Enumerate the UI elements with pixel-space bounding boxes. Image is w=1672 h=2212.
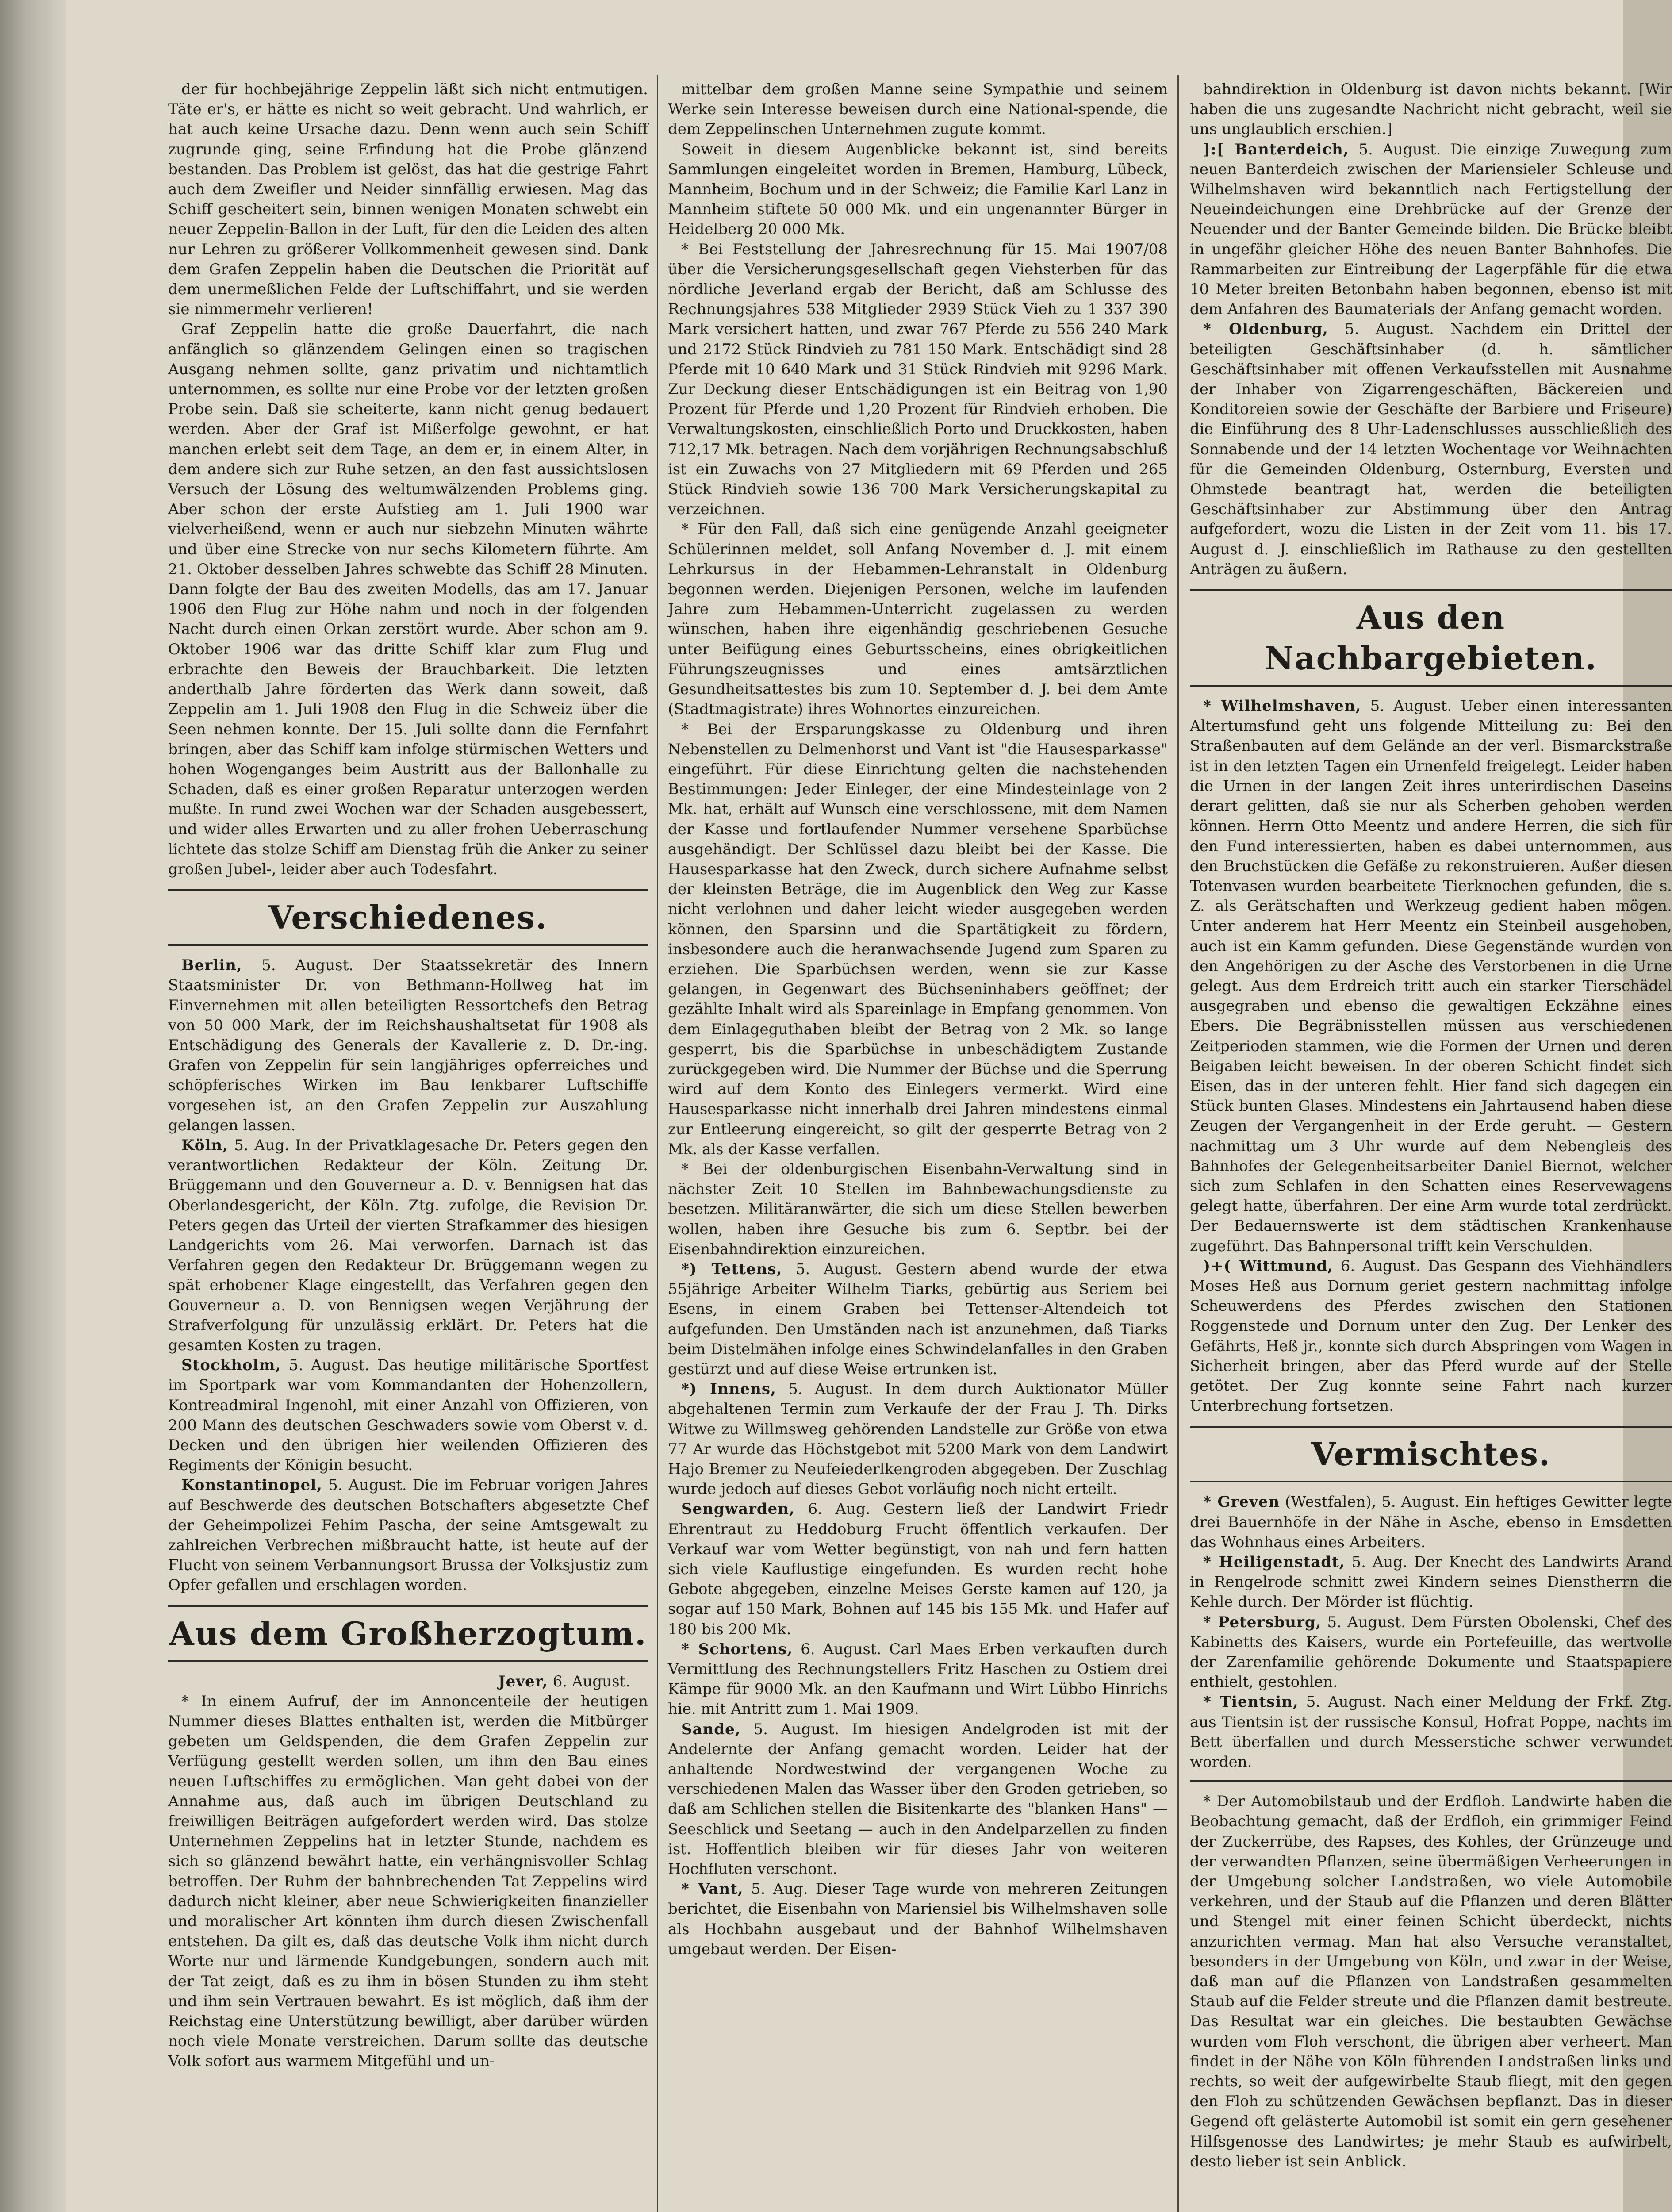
- article-paragraph: [168, 1356, 648, 1475]
- article-paragraph: [668, 140, 1168, 240]
- article-paragraph: [1190, 1692, 1672, 1772]
- article-paragraph: [168, 80, 648, 319]
- article-paragraph: [668, 1160, 1168, 1260]
- article-text: * In einem Aufruf, der im Annoncenteile der heutigen Nummer dieses Blattes enthalten ist, werden die Mitbürger gebeten um Geldspenden, die dem Grafen Zeppelin zur Verfügung gestellt werden sollen, um ihm den Bau eines neuen Luftschiffes zu ermöglichen. Man geht dabei von der Annahme aus, daß auch im übrigen Deutschland zu freiwilligen Beiträgen aufgefordert werden wird. Das stolze Unternehmen Zeppelins hat in letzter Stunde, nachdem es sich so glänzend bewährt hatte, ein verhängnisvoller Schlag betroffen. Der Ruhm der bahnbrechenden Tat Zeppelins wird dadurch nicht kleiner, aber neue Schwierigkeiten finanzieller und moralischer Art könnten ihm durch diesen Zwischenfall entstehen. Da gilt es, daß das deutsche Volk ihm nicht durch Worte nur und lärmende Kundgebungen, sondern auch mit der Tat zeigt, daß es zu ihm in bösen Stunden zu ihm steht und ihm sein Vertrauen bewahrt. Es ist möglich, daß ihm der Reichstag eine Unterstützung bewilligt, aber darüber würden noch viele Monate verstreichen. Darum sollte das deutsche Volk sofort aus warmem Mitgefühl und un-: [168, 1692, 648, 2070]
- article-dateline: * Greven: [1203, 1493, 1280, 1511]
- article-text: 5. August. In dem durch Auktionator Müller abgehaltenen Termin zum Verkaufe der der Frau J. Th. Dirks Witwe zu Willmsweg gehörenden Landstelle zur Größe von etwa 77 Ar wurde das Höchstgebot mit 5200 Mark von dem Landwirt Hajo Bremer zu Neufeiederlkengroden abgegeben. Der Zuschlag wurde jedoch auf dieses Gebot vorläufig noch nicht erteilt.: [668, 1380, 1168, 1498]
- article-dateline: Sande,: [681, 1720, 741, 1738]
- article-dateline: Sengwarden,: [681, 1500, 795, 1518]
- column-rule-1: [657, 75, 658, 2212]
- article-paragraph: [168, 319, 648, 879]
- column-2: [668, 80, 1168, 1959]
- section-heading: Aus den Nachbargebieten.: [1190, 589, 1672, 687]
- section-heading: Aus dem Großherzogtum.: [168, 1605, 648, 1662]
- article-text: 6. Aug. Gestern ließ der Landwirt Friedr Ehrentraut zu Heddoburg Frucht öffentlich verkaufen. Der Verkauf war vom Wetter begünstigt, von nah und fern hatten sich viele Kauflustige eingefunden. Es wurden recht hohe Gebote abgegeben, einzelne Meises Gerste kamen auf 120, ja sogar auf 150 Mark, Bohnen auf 145 bis 155 Mk. und Hafer auf 180 bis 200 Mk.: [668, 1500, 1168, 1638]
- article-text: 5. August. Die einzige Zuwegung zum neuen Banterdeich zwischen der Mariensieler Schleuse und Wilhelmshaven wird bekanntlich nach Fertigstellung der Neueindeichungen eine Drehbrücke auf der Grenze der Neuender und der Banter Gemeinde bilden. Die Brücke bleibt in ungefähr gleicher Höhe des neuen Banter Bahnhofes. Die Rammarbeiten zur Eintreibung der Lagerpfähle für die etwa 10 Meter breiten Betonbahn haben begonnen, ebenso ist mit dem Anfahren des Baumaterials der Anfang gemacht worden.: [1190, 140, 1672, 319]
- article-paragraph: [168, 1136, 648, 1356]
- article-text: Soweit in diesem Augenblicke bekannt ist, sind bereits Sammlungen eingeleitet worden in Bremen, Hamburg, Lübeck, Mannheim, Bochum und in der Schweiz; die Familie Karl Lanz in Mannheim stiftete 50 000 Mk. und ein ungenannter Bürger in Heidelberg 20 000 Mk.: [668, 140, 1168, 238]
- section-heading: Verschiedenes.: [168, 889, 648, 946]
- article-paragraph: [168, 1692, 648, 2072]
- article-paragraph: [668, 80, 1168, 140]
- article-text: der für hochbejährige Zeppelin läßt sich nicht entmutigen. Täte er's, er hätte es nicht so weit gebracht. Und wahrlich, er hat auch keine Ursache dazu. Denn wenn auch sein Schiff zugrunde ging, seine Erfindung hat die Probe glänzend bestanden. Das Problem ist gelöst, das hat die gestrige Fahrt auch dem Zweifler und Neider sinnfällig erwiesen. Mag das Schiff gescheitert sein, binnen wenigen Monaten schwebt ein neuer Zeppelin-Ballon in der Luft, für den die Leiden des alten nur Lehren zu größerer Vollkommenheit gewesen sind. Dank dem Grafen Zeppelin haben die Deutschen die Priorität auf dem unermeßlichen Felde der Luftschiffahrt, und sie werden sie nimmermehr verlieren!: [168, 81, 648, 319]
- article-text: 5. Aug. Der Knecht des Landwirts Arand in Rengelrode schnitt zwei Kindern seines Dienstherrn die Kehle durch. Der Mörder ist flüchtig.: [1190, 1553, 1672, 1611]
- dateline: [168, 1672, 648, 1692]
- dateline-date: 6. August.: [552, 1672, 630, 1690]
- article-dateline: Köln,: [181, 1136, 228, 1154]
- article-paragraph: [668, 1379, 1168, 1499]
- article-text: bahndirektion in Oldenburg ist davon nichts bekannt. [Wir haben die uns zugesandte Nachricht nicht gebracht, weil sie uns unglaublich erschien.]: [1190, 81, 1672, 138]
- article-dateline: *) Tettens,: [681, 1260, 782, 1278]
- article-paragraph: [668, 1640, 1168, 1720]
- article-text: * Bei der oldenburgischen Eisenbahn-Verwaltung sind in nächster Zeit 10 Stellen im Bahnbewachungsdienste zu besetzen. Militäranwärter, die sich um diese Stellen bewerben wollen, haben ihre Gesuche bis zum 6. Septbr. bei der Eisenbahndirektion einzureichen.: [668, 1160, 1168, 1258]
- article-paragraph: [668, 1499, 1168, 1639]
- article-paragraph: [668, 720, 1168, 1160]
- article-dateline: * Schortens,: [681, 1640, 793, 1658]
- article-paragraph: [668, 1879, 1168, 1959]
- newspaper-page: [66, 0, 1672, 2212]
- article-text: 5. August. Das heutige militärische Sportfest im Sportpark war vom Kommandanten der Hohenzollern, Kontreadmiral Ingenohl, mit einer Anzahl von Offizieren, von 200 Mann des deutschen Geschwaders sowie vom Oberst v. d. Decken und den übrigen hier weilenden Offizieren des Regiments der Königin besucht.: [168, 1356, 648, 1475]
- article-paragraph: [1190, 80, 1672, 140]
- article-dateline: ]:[ Banterdeich,: [1203, 140, 1349, 158]
- article-text: 5. August. Nach einer Meldung der Frkf. Ztg. aus Tientsin ist der russische Konsul, Hofrat Poppe, nachts im Bett überfallen und durch Messerstiche schwer verwundet worden.: [1190, 1693, 1672, 1771]
- article-dateline: * Oldenburg,: [1203, 320, 1328, 338]
- article-text: 6. August. Das Gespann des Viehhändlers Moses Heß aus Dornum geriet gestern nachmittag infolge Scheuwerdens des Pferdes zwischen den Stationen Roggenstede und Dornum unter den Zug. Der Lenker des Gefährts, Heß jr., konnte sich durch Abspringen vom Wagen in Sicherheit bringen, aber das Pferd wurde auf der Stelle getötet. Der Zug konnte seine Fahrt nach kurzer Unterbrechung fortsetzen.: [1190, 1257, 1672, 1415]
- article-text: 5. August. Der Staatssekretär des Innern Staatsminister Dr. von Bethmann-Hollweg hat im Einvernehmen mit allen beteiligten Ressortchefs den Betrag von 50 000 Mark, der im Reichshaushaltsetat für 1908 als Entschädigung des Generals der Kavallerie z. D. Dr.-ing. Grafen von Zeppelin für sein langjähriges opferreiches und schöpferisches Wirken im Bau lenkbarer Luftschiffe vorgesehen ist, an den Grafen Zeppelin zur Auszahlung gelangen lassen.: [168, 956, 648, 1134]
- article-paragraph: [1190, 1552, 1672, 1613]
- article-paragraph: [168, 1475, 648, 1595]
- article-dateline: Stockholm,: [181, 1356, 281, 1375]
- article-paragraph: [1190, 1613, 1672, 1693]
- article-paragraph: [1190, 1256, 1672, 1417]
- article-paragraph: [668, 240, 1168, 520]
- scan-binding-edge: [0, 0, 66, 2212]
- article-dateline: * Petersburg,: [1203, 1613, 1322, 1631]
- column-3: [1190, 80, 1672, 2172]
- article-text: 5. August. Im hiesigen Andelgroden ist mit der Andelernte der Anfang gemacht worden. Leider hat der anhaltende Nordwestwind der vergangenen Woche zu verschiedenen Malen das Wasser über den Groden getrieben, so daß am Schlichen stellen die Bisitenkarte des "blanken Hans" — Seeschlick und Seetang — auch in den Andelparzellen zu finden ist. Hoffentlich bleiben wir für dieses Jahr von weiteren Hochfluten verschont.: [668, 1720, 1168, 1878]
- article-dateline: * Tientsin,: [1203, 1693, 1299, 1711]
- column-3-inner: [1190, 80, 1672, 2172]
- article-text: Graf Zeppelin hatte die große Dauerfahrt, die nach anfänglich so glänzendem Gelingen einen so tragischen Ausgang nehmen sollte, ganz privatim und nichtamtlich unternommen, es sollte nur eine Probe vor der letzten großen Probe sein. Daß sie scheiterte, kann nicht genug bedauert werden. Aber der Graf ist Mißerfolge gewohnt, er hat manchen erlebt seit dem Tage, an dem er, in einem Alter, in dem andere sich zur Ruhe setzen, an den fast aussichtslosen Versuch der Lösung des weltumwälzenden Problems ging. Aber schon der erste Aufstieg am 1. Juli 1900 war vielverheißend, wenn er auch nur siebzehn Minuten währte und über eine Strecke von nur sechs Kilometern führte. Am 21. Oktober desselben Jahres schwebte das Schiff 28 Minuten. Dann folgte der Bau des zweiten Modells, das am 17. Januar 1906 den Flug zur Höhe nahm und noch in der folgenden Nacht durch einen Orkan zerstört wurde. Aber schon am 9. Oktober 1906 war das dritte Schiff klar zum Flug und erbrachte den Beweis der Brauchbarkeit. Die letzten anderthalb Jahre förderten das Werk dann soweit, daß Zeppelin am 1. Juli 1908 den Flug in die Schweiz über die Seen nehmen konnte. Der 15. Juli sollte dann die Fernfahrt bringen, aber das Schiff kam infolge stürmischen Wetters und hohen Wogenganges beim Austritt aus der Ballonhalle zu Schaden, daß es einer großen Reparatur unterzogen werden mußte. In rund zwei Wochen war der Schaden ausgebessert, und wider alles Erwarten und zu aller frohen Ueberraschung lichtete das stolze Schiff am Dienstag früh die Anker zu seiner großen Jubel-, leider aber auch Todesfahrt.: [168, 320, 648, 878]
- article-dateline: * Heiligenstadt,: [1203, 1553, 1345, 1571]
- article-dateline: Berlin,: [181, 956, 242, 975]
- section-heading: Vermischtes.: [1190, 1426, 1672, 1482]
- article-dateline: *) Innens,: [681, 1380, 776, 1398]
- dateline-place: Jever,: [498, 1672, 548, 1690]
- article-dateline: * Vant,: [681, 1880, 744, 1898]
- article-text: 5. August. Nachdem ein Drittel der beteiligten Geschäftsinhaber (d. h. sämtlicher Geschäftsinhaber mit offenen Verkaufsstellen mit Ausnahme der Inhaber von Zigarrengeschäften, Bäckereien und Konditoreien sowie der Geschäfte der Barbiere und Friseure) die Einführung des 8 Uhr-Ladenschlusses ausschließlich des Sonnabende und der 14 letzten Wochentage vor Weihnachten für die Gemeinden Oldenburg, Osternburg, Eversten und Ohmstede beantragt hat, werden die beteiligten Geschäftsinhaber zur Abstimmung über den Antrag aufgefordert, wozu die Listen in der Zeit vom 11. bis 17. August d. J. einschließlich im Rathause zu den gestellten Anträgen zu äußern.: [1190, 320, 1672, 578]
- article-dateline: Konstantinopel,: [181, 1476, 322, 1494]
- article-text: 6. August. Carl Maes Erben verkauften durch Vermittlung des Rechnungstellers Fritz Haschen zu Ostiem drei Kämpe für 9000 Mk. an den Kaufmann und Wirt Lübbo Hinrichs hie. mit Antritt zum 1. Mai 1909.: [668, 1640, 1168, 1718]
- column-1: [168, 80, 648, 2072]
- article-dateline: )+( Wittmund,: [1203, 1257, 1334, 1275]
- article-text: 5. Aug. Dieser Tage wurde von mehreren Zeitungen berichtet, die Eisenbahn von Mariensiel bis Wilhelmshaven solle als Hochbahn ausgebaut und der Bahnhof Wilhelmshaven umgebaut werden. Der Eisen-: [668, 1880, 1168, 1958]
- article-text: * Bei der Ersparungskasse zu Oldenburg und ihren Nebenstellen zu Delmenhorst und Vant ist "die Hausesparkasse" eingeführt. Für diese Einrichtung gelten die nachstehenden Bestimmungen: Jeder Einleger, der eine Mindesteinlage von 2 Mk. hat, erhält auf Wunsch eine verschlossene, mit dem Namen der Kasse und fortlaufender Nummer versehene Sparbüchse ausgehändigt. Der Schlüssel dazu bleibt bei der Kasse. Die Hausesparkasse hat den Zweck, durch sichere Aufnahme selbst der kleinsten Beträge, die im Augenblick den Weg zur Kasse nicht verlohnen und daher leicht wieder ausgegeben werden können, den Sparsinn und die Spartätigkeit zu fördern, insbesondere auch die heranwachsende Jugend zum Sparen zu erziehen. Die Sparbüchsen werden, wenn sie zur Kasse gelangen, in Gegenwart des Büchseninhabers geöffnet; der gezählte Inhalt wird als Spareinlage in Empfang genommen. Von dem Einlageguthaben bleibt der Betrag von 2 Mk. so lange gesperrt, bis die Sparbüchse in unbeschädigtem Zustande zurückgegeben wird. Die Nummer der Büchse und die Sperrung wird auf dem Konto des Einlegers vermerkt. Wird eine Hausesparkasse nicht innerhalb drei Jahren mindestens einmal zur Entleerung eingereicht, so gilt der gesperrte Betrag von 2 Mk. als der Kasse verfallen.: [668, 720, 1168, 1158]
- article-text: mittelbar dem großen Manne seine Sympathie und seinem Werke sein Interesse beweisen durch eine National-spende, die dem Zeppelinschen Unternehmen zugute kommt.: [668, 81, 1168, 138]
- article-dateline: * Wilhelmshaven,: [1203, 697, 1361, 715]
- article-text: * Der Automobilstaub und der Erdfloh. Landwirte haben die Beobachtung gemacht, daß der Erdfloh, ein grimmiger Feind der Zuckerrübe, des Rapses, des Kohles, der Grünzeuge und der verwandten Pflanzen, seine übermäßigen Verheerungen in der Umgebung solcher Landstraßen, wo viele Automobile verkehren, und der Staub auf die Pflanzen und deren Blätter und Stengel mit einer feinen Schicht überdeckt, nichts anzurichten vermag. Man hat also Versuche veranstaltet, besonders in der Umgebung von Köln, und zwar in der Weise, daß man auf die Pflanzen von Landstraßen gesammelten Staub auf die Felder streute und die Pflanzen damit bestreute. Das Resultat war ein gleiches. Die bestaubten Gewächse wurden vom Floh verschont, die übrigen aber verheert. Man findet in der Nähe von Köln führenden Landstraßen links und rechts, so weit der aufgewirbelte Staub fliegt, mit den gegen den Floh zu schützenden Gewächsen bepflanzt. Das in dieser Gegend oft gelästerte Automobil ist somit ein gern gesehener Hilfsgenosse des Landwirtes; je mehr Staub es aufwirbelt, desto lieber ist sein Anblick.: [1190, 1793, 1672, 2170]
- article-text: * Bei Feststellung der Jahresrechnung für 15. Mai 1907/08 über die Versicherungsgesellschaft gegen Viehsterben für das nördliche Jeverland ergab der Bericht, daß am Schlusse des Rechnungsjahres 538 Mitglieder 2939 Stück Vieh zu 1 337 390 Mark versichert hatten, und zwar 767 Pferde zu 556 240 Mark und 2172 Stück Rindvieh zu 781 150 Mark. Entschädigt sind 28 Pferde mit 10 640 Mark und 31 Stück Rindvieh mit 9296 Mark. Zur Deckung dieser Entschädigungen ist ein Beitrag von 1,90 Prozent für Pferde und 1,20 Prozent für Rindvieh erhoben. Die Verwaltungskosten, einschließlich Porto und Druckkosten, haben 712,17 Mk. betragen. Nach dem vorjährigen Rechnungsabschluß ist ein Zuwachs von 27 Mitgliedern mit 69 Pferden und 265 Stück Rindvieh sowie 136 700 Mark Versicherungskapital zu verzeichnen.: [668, 240, 1168, 518]
- article-paragraph: [168, 956, 648, 1136]
- separator-rule: [1190, 1780, 1672, 1782]
- article-text: * Für den Fall, daß sich eine genügende Anzahl geeigneter Schülerinnen meldet, soll Anfang November d. J. mit einem Lehrkursus in der Hebammen-Lehranstalt in Oldenburg begonnen werden. Diejenigen Personen, welche im laufenden Jahre zum Hebammen-Unterricht zugelassen zu werden wünschen, haben ihre eigenhändig geschriebenen Gesuche unter Beifügung eines Geburtsscheins, eines obrigkeitlichen Führungszeugnisses und eines amtsärztlichen Gesundheitsattestes bis zum 10. September d. J. bei dem Amte (Stadtmagistrate) ihres Wohnortes einzureichen.: [668, 520, 1168, 718]
- article-text: 5. August. Dem Fürsten Obolenski, Chef des Kabinetts des Kaisers, wurde ein Portefeuille, das wertvolle der Zarenfamilie gehörende Dokumente und Staatspapiere enthielt, gestohlen.: [1190, 1613, 1672, 1691]
- article-paragraph: [1190, 140, 1672, 320]
- article-text: 5. August. Die im Februar vorigen Jahres auf Beschwerde des deutschen Botschafters abgesetzte Chef der Geheimpolizei Fehim Pascha, der seine Amtsgewalt zu zahlreichen Verbrechen mißbraucht hatte, ist heute auf der Flucht von seinem Verbannungsort Brussa der Volksjustiz zum Opfer gefallen und erschlagen worden.: [168, 1476, 648, 1594]
- article-paragraph: [668, 1720, 1168, 1880]
- article-paragraph: [1190, 1792, 1672, 2172]
- article-text: (Westfalen), 5. August. Ein heftiges Gewitter legte drei Bauernhöfe in der Nähe in Asche, ebenso in Emsdetten das Wohnhaus eines Arbeiters.: [1190, 1493, 1672, 1551]
- article-text: 5. August. Gestern abend wurde der etwa 55jährige Arbeiter Wilhelm Tiarks, gebürtig aus Seriem bei Esens, in einem Graben bei Tettenser-Altendeich tot aufgefunden. Den Umständen nach ist anzunehmen, daß Tiarks beim Distelmähen infolge eines Schwindelanfalles in den Graben gestürzt und auf diese Weise ertrunken ist.: [668, 1260, 1168, 1378]
- article-paragraph: [668, 1260, 1168, 1379]
- article-paragraph: [668, 519, 1168, 719]
- article-text: 5. August. Ueber einen interessanten Altertumsfund geht uns folgende Mitteilung zu: Bei den Straßenbauten auf dem Gelände an der verl. Bismarckstraße ist in den letzten Tagen ein Urnenfeld freigelegt. Leider haben die Urnen in der langen Zeit ihres unterirdischen Daseins derart gelitten, daß sie nur als Scherben gehoben werden können. Herrn Otto Meentz und andere Herren, die sich für den Fund interessierten, haben es dabei unternommen, aus den Bruchstücken die Gefäße zu rekonstruieren. Außer diesen Totenvasen wurden bearbeitete Tierknochen gefunden, die s. Z. als Gerätschaften und Werkzeug gedient haben mögen. Unter anderem hat Herr Meentz ein Steinbeil ausgehoben, auch ist ein Kamm gefunden. Diese Gegenstände wurden von den Angehörigen zu der Asche des Verstorbenen in die Urne gelegt. Aus dem Erdreich tritt auch ein starker Tierschädel ausgegraben und ebenso die gewaltigen Eckzähne eines Ebers. Die Begräbnisstellen müssen aus verschiedenen Zeitperioden stammen, wie die Formen der Urnen und deren Beigaben leicht beweisen. In der oberen Schicht findet sich Eisen, das in der unteren fehlt. Hier fand sich dagegen ein Stück bunten Glases. Mindestens ein Jahrtausend haben diese Zeugen der Vergangenheit in der Erde geruht. — Gestern nachmittag um 3 Uhr wurde auf dem Nebengleis des Bahnhofes der Gelegenheitsarbeiter Daniel Biernot, welcher sich zum Schlafen in den Schatten eines Reservewagens gelegt hatte, überfahren. Der eine Arm wurde total zerdrückt. Der Bedauernswerte ist dem städtischen Krankenhause zugeführt. Das Bahnpersonal trifft kein Verschulden.: [1190, 697, 1672, 1255]
- article-paragraph: [1190, 696, 1672, 1256]
- article-paragraph: [1190, 1492, 1672, 1552]
- column-rule-2: [1177, 75, 1179, 2212]
- article-paragraph: [1190, 319, 1672, 580]
- article-text: 5. Aug. In der Privatklagesache Dr. Peters gegen den verantwortlichen Redakteur der Köln. Zeitung Dr. Brüggemann und den Gouverneur a. D. v. Bennigsen hat das Oberlandesgericht, der Köln. Ztg. zufolge, die Revision Dr. Peters gegen das Urteil der vierten Strafkammer des hiesigen Landgerichts vom 26. Mai verworfen. Darnach ist das Verfahren gegen den Redakteur Dr. Brüggemann wegen zu spät erhobener Klage eingestellt, das Verfahren gegen den Gouverneur a. D. von Bennigsen wegen Verjährung der Strafverfolgung für unzulässig erklärt. Dr. Peters hat die gesamten Kosten zu tragen.: [168, 1136, 648, 1354]
